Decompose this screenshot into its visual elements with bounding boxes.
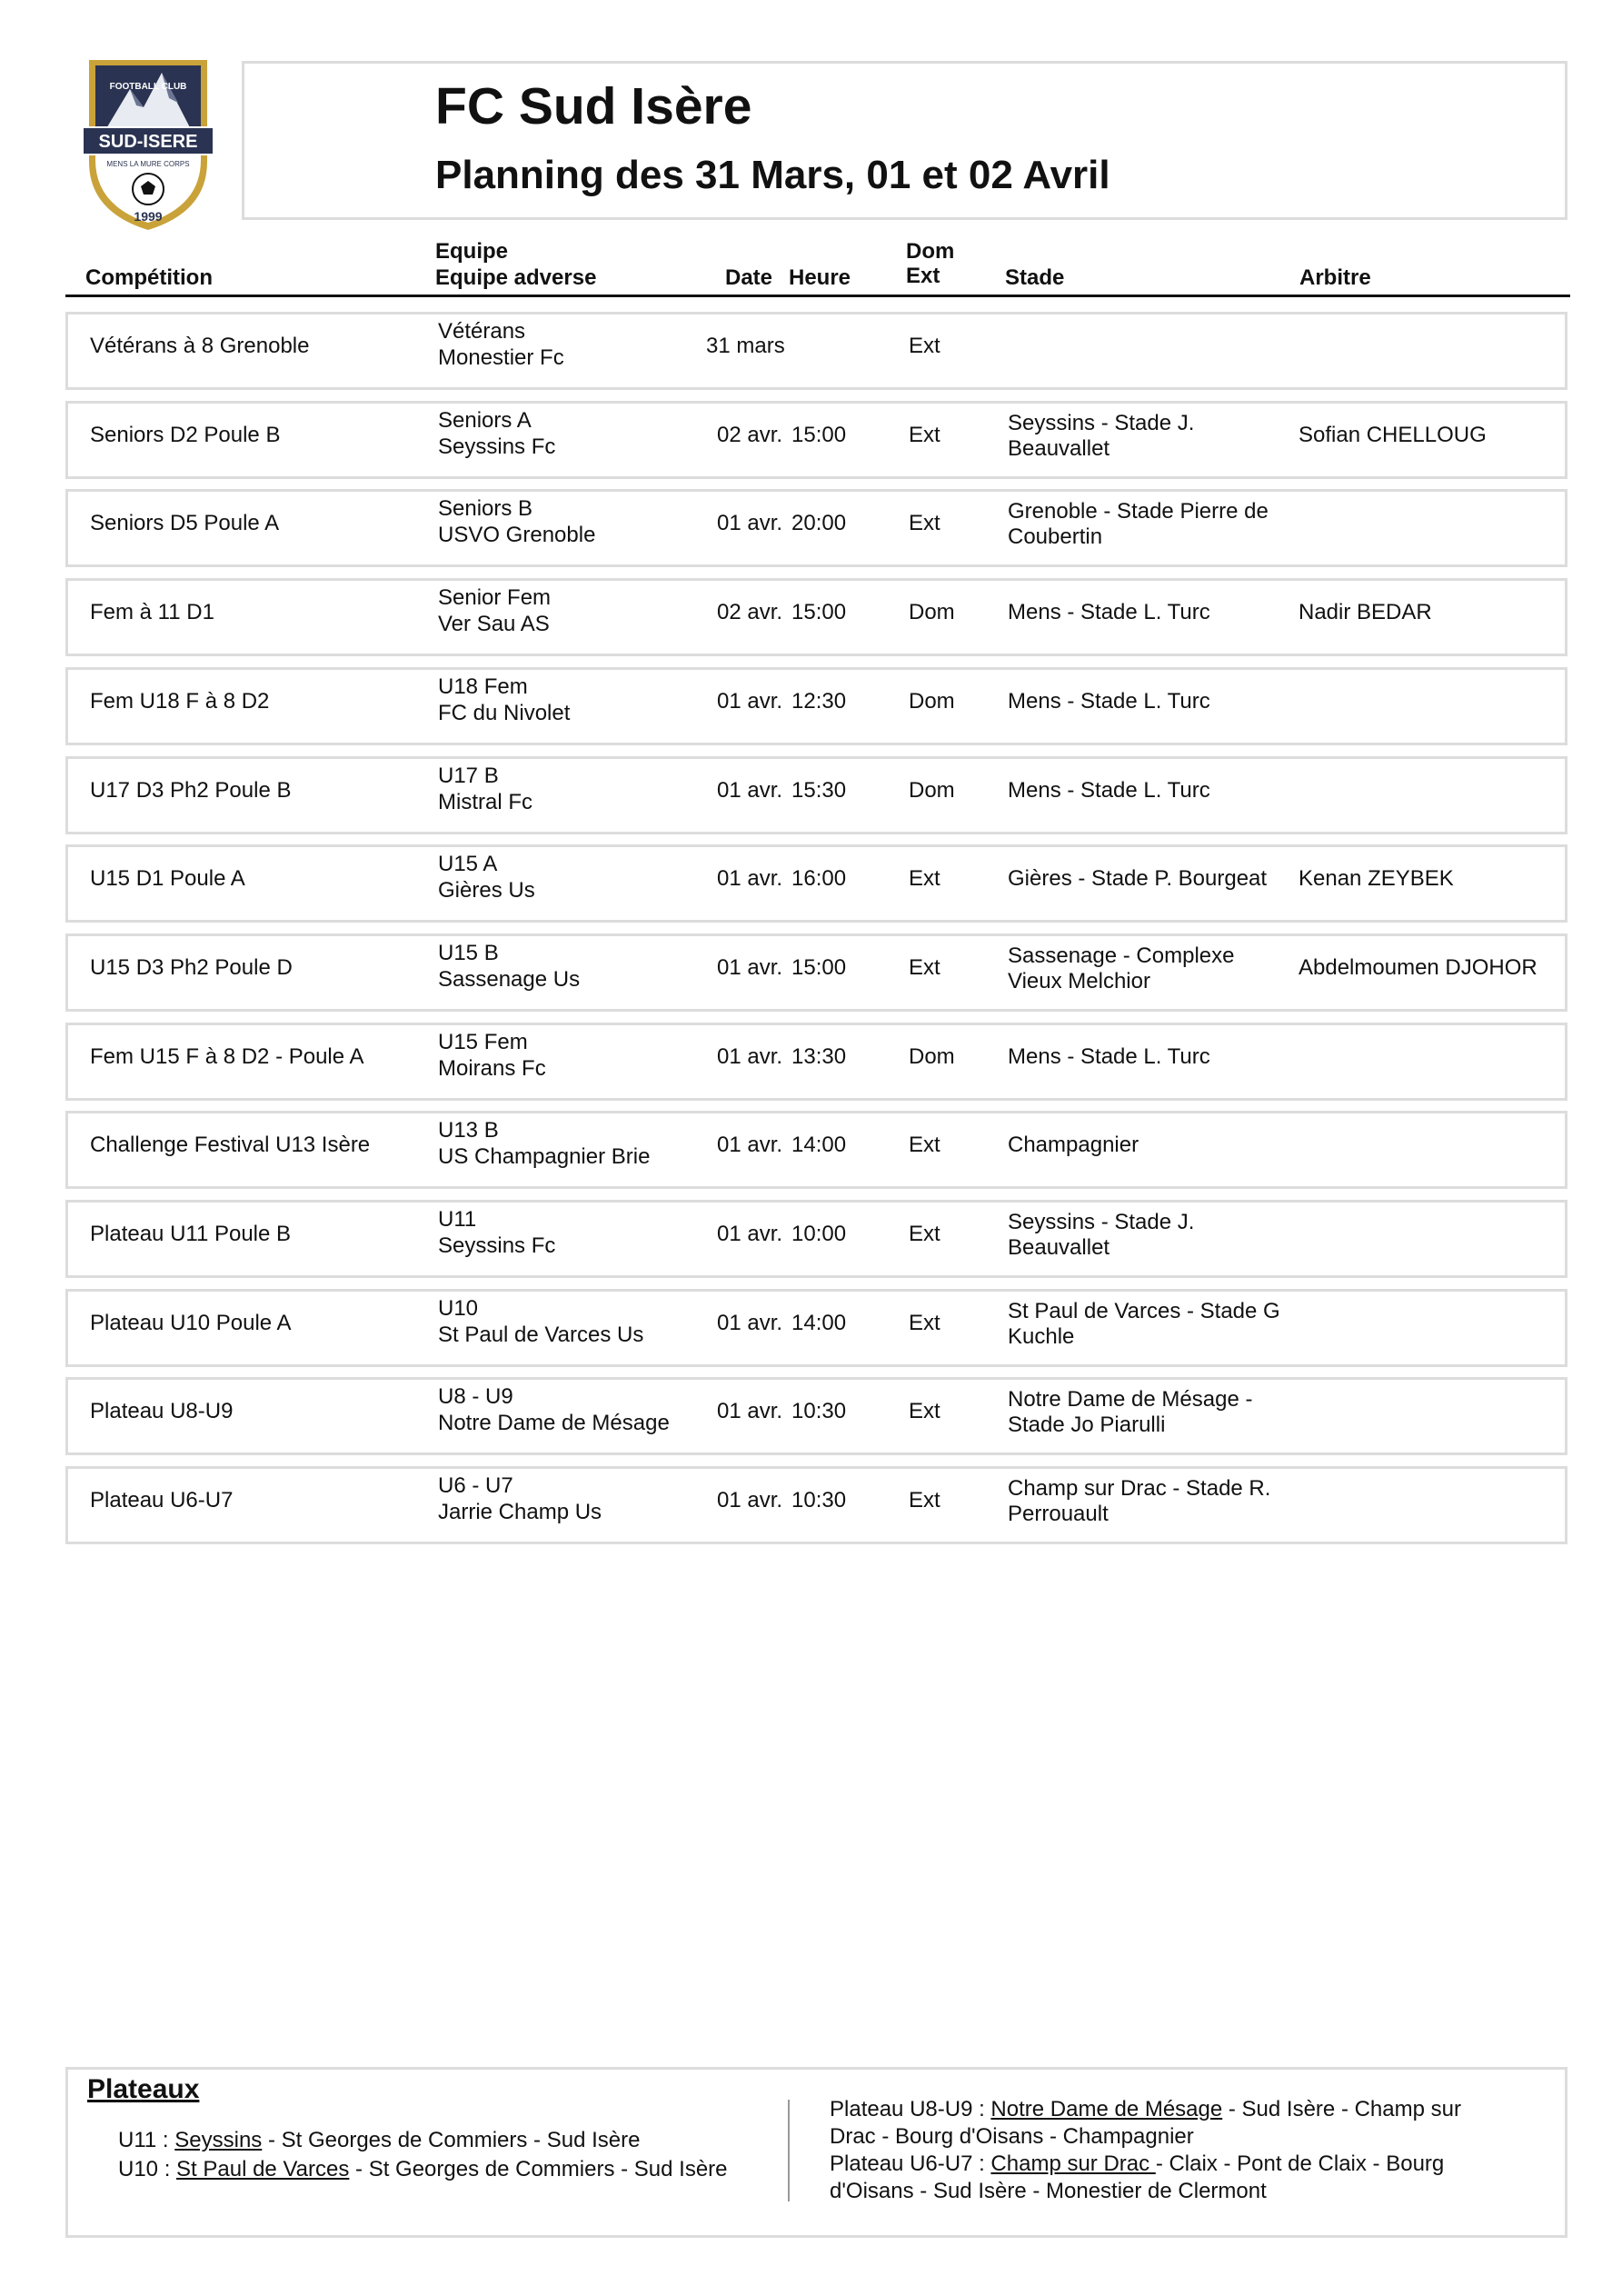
- plateau-u10: U10 : St Paul de Varces - St Georges de Commiers - Sud Isère: [118, 2157, 728, 2181]
- cell-heure: 10:30: [791, 1488, 847, 1512]
- page-title: FC Sud Isère: [435, 77, 752, 135]
- cell-stade: Mens - Stade L. Turc: [1008, 600, 1210, 624]
- cell-date: 01 avr.: [717, 1133, 783, 1157]
- cell-competition: Challenge Festival U13 Isère: [90, 1133, 371, 1157]
- cell-competition: Fem à 11 D1: [90, 600, 214, 624]
- cell-equipe-adverse: St Paul de Varces Us: [438, 1323, 644, 1347]
- table-row: [65, 667, 1567, 745]
- cell-equipe-adverse: Notre Dame de Mésage: [438, 1411, 670, 1435]
- cell-heure: 10:30: [791, 1399, 847, 1423]
- cell-stade: Gières - Stade P. Bourgeat: [1008, 866, 1268, 891]
- plateau-u6-u7-host: Champ sur Drac: [990, 2151, 1156, 2176]
- cell-date: 01 avr.: [717, 1044, 783, 1069]
- table-row: [65, 1377, 1567, 1455]
- cell-dom-ext: Dom: [909, 600, 955, 624]
- cell-stade: Mens - Stade L. Turc: [1008, 778, 1210, 803]
- table-row: [65, 489, 1567, 567]
- cell-equipe-adverse: Seyssins Fc: [438, 434, 556, 459]
- cell-competition: U15 D1 Poule A: [90, 866, 245, 891]
- cell-equipe: U11: [438, 1207, 477, 1232]
- cell-stade: Champ sur Drac - Stade R. Perrouault: [1008, 1476, 1271, 1526]
- cell-dom-ext: Ext: [909, 1133, 940, 1157]
- cell-competition: Fem U15 F à 8 D2 - Poule A: [90, 1044, 364, 1069]
- cell-dom-ext: Dom: [909, 778, 955, 803]
- cell-equipe-adverse: Sassenage Us: [438, 967, 581, 992]
- svg-text:SUD-ISERE: SUD-ISERE: [98, 132, 198, 152]
- table-row: [65, 578, 1567, 656]
- cell-arbitre: Nadir BEDAR: [1299, 600, 1432, 624]
- cell-date: 01 avr.: [717, 1222, 783, 1246]
- cell-dom-ext: Ext: [909, 1311, 940, 1335]
- cell-competition: Plateau U10 Poule A: [90, 1311, 292, 1335]
- cell-competition: U17 D3 Ph2 Poule B: [90, 778, 292, 803]
- cell-equipe: Senior Fem: [438, 585, 552, 610]
- cell-stade: Notre Dame de Mésage - Stade Jo Piarulli: [1008, 1387, 1253, 1437]
- table-row: [65, 1289, 1567, 1367]
- col-header-arbitre: Arbitre: [1299, 265, 1371, 290]
- cell-stade: St Paul de Varces - Stade G Kuchle: [1008, 1299, 1280, 1349]
- cell-equipe: U18 Fem: [438, 674, 528, 699]
- cell-arbitre: Abdelmoumen DJOHOR: [1299, 955, 1537, 980]
- cell-heure: 14:00: [791, 1133, 847, 1157]
- cell-date: 01 avr.: [717, 511, 783, 535]
- cell-stade: Champagnier: [1008, 1133, 1139, 1157]
- cell-equipe-adverse: Seyssins Fc: [438, 1233, 556, 1258]
- cell-equipe-adverse: Jarrie Champ Us: [438, 1500, 602, 1524]
- page-subtitle: Planning des 31 Mars, 01 et 02 Avril: [435, 153, 1110, 197]
- cell-heure: 15:00: [791, 423, 847, 447]
- cell-equipe-adverse: Moirans Fc: [438, 1056, 546, 1081]
- plateaux-title: Plateaux: [87, 2074, 200, 2104]
- plateau-u11: U11 : Seyssins - St Georges de Commiers - Sud Isère: [118, 2128, 641, 2152]
- table-row: [65, 1111, 1567, 1189]
- club-logo: [80, 53, 216, 235]
- table-row: [65, 312, 1567, 390]
- cell-equipe: Seniors B: [438, 496, 533, 521]
- cell-heure: 15:00: [791, 955, 847, 980]
- col-header-dom: Dom: [906, 239, 955, 264]
- table-row: [65, 1023, 1567, 1101]
- cell-equipe: Seniors A: [438, 408, 532, 433]
- cell-equipe: U8 - U9: [438, 1384, 513, 1409]
- cell-stade: Seyssins - Stade J. Beauvallet: [1008, 1210, 1195, 1260]
- cell-competition: U15 D3 Ph2 Poule D: [90, 955, 293, 980]
- cell-equipe-adverse: FC du Nivolet: [438, 701, 571, 725]
- cell-equipe-adverse: Mistral Fc: [438, 790, 532, 814]
- cell-equipe: U15 Fem: [438, 1030, 528, 1054]
- svg-text:1999: 1999: [134, 209, 163, 224]
- table-row: [65, 1200, 1567, 1278]
- cell-date: 01 avr.: [717, 955, 783, 980]
- cell-equipe-adverse: US Champagnier Brie: [438, 1144, 651, 1169]
- cell-dom-ext: Ext: [909, 1222, 940, 1246]
- cell-dom-ext: Ext: [909, 1399, 940, 1423]
- cell-date: 31 mars: [706, 334, 785, 358]
- table-row: [65, 933, 1567, 1012]
- cell-equipe: U15 A: [438, 852, 498, 876]
- cell-date: 01 avr.: [717, 689, 783, 714]
- cell-arbitre: Sofian CHELLOUG: [1299, 423, 1487, 447]
- cell-competition: Seniors D5 Poule A: [90, 511, 280, 535]
- cell-equipe-adverse: Gières Us: [438, 878, 535, 903]
- cell-dom-ext: Ext: [909, 955, 940, 980]
- cell-date: 01 avr.: [717, 778, 783, 803]
- table-row: [65, 844, 1567, 923]
- cell-stade: Mens - Stade L. Turc: [1008, 689, 1210, 714]
- col-header-ext: Ext: [906, 264, 940, 288]
- cell-equipe: Vétérans: [438, 319, 526, 344]
- cell-date: 01 avr.: [717, 1399, 783, 1423]
- cell-equipe: U15 B: [438, 941, 499, 965]
- cell-date: 01 avr.: [717, 1311, 783, 1335]
- plateau-u8-u9: Plateau U8-U9 : Notre Dame de Mésage - Sud Isère - Champ sur Drac - Bourg d'Oisans - Champagnier: [830, 2097, 1461, 2149]
- cell-competition: Vétérans à 8 Grenoble: [90, 334, 310, 358]
- cell-dom-ext: Ext: [909, 334, 940, 358]
- plateau-u11-host: Seyssins: [174, 2128, 263, 2152]
- col-header-competition: Compétition: [85, 265, 213, 290]
- table-row: [65, 756, 1567, 834]
- cell-dom-ext: Ext: [909, 511, 940, 535]
- cell-competition: Fem U18 F à 8 D2: [90, 689, 270, 714]
- plateau-u10-host: St Paul de Varces: [176, 2157, 350, 2181]
- cell-competition: Plateau U11 Poule B: [90, 1222, 292, 1246]
- cell-date: 01 avr.: [717, 1488, 783, 1512]
- cell-heure: 15:00: [791, 600, 847, 624]
- cell-heure: 14:00: [791, 1311, 847, 1335]
- cell-equipe: U13 B: [438, 1118, 499, 1143]
- cell-stade: Mens - Stade L. Turc: [1008, 1044, 1210, 1069]
- plateau-u8-u9-host: Notre Dame de Mésage: [990, 2097, 1223, 2121]
- header-divider: [65, 294, 1570, 297]
- cell-heure: 12:30: [791, 689, 847, 714]
- col-header-date: Date: [725, 265, 773, 290]
- cell-dom-ext: Dom: [909, 689, 955, 714]
- cell-stade: Grenoble - Stade Pierre de Coubertin: [1008, 499, 1269, 549]
- cell-heure: 15:30: [791, 778, 847, 803]
- plateaux-divider: [788, 2100, 790, 2201]
- plateau-u6-u7: Plateau U6-U7 : Champ sur Drac - Claix - Pont de Claix - Bourg d'Oisans - Sud Isère - Monestier de Clermont: [830, 2151, 1445, 2203]
- cell-heure: 13:30: [791, 1044, 847, 1069]
- cell-arbitre: Kenan ZEYBEK: [1299, 866, 1454, 891]
- cell-dom-ext: Ext: [909, 866, 940, 891]
- table-row: [65, 401, 1567, 479]
- cell-equipe: U6 - U7: [438, 1473, 513, 1498]
- cell-equipe-adverse: Ver Sau AS: [438, 612, 550, 636]
- svg-text:MENS LA MURE CORPS: MENS LA MURE CORPS: [106, 160, 190, 168]
- cell-competition: Plateau U8-U9: [90, 1399, 234, 1423]
- col-header-stade: Stade: [1005, 265, 1065, 290]
- col-header-equipe: Equipe: [435, 239, 509, 264]
- cell-equipe-adverse: USVO Grenoble: [438, 523, 596, 547]
- cell-dom-ext: Ext: [909, 423, 940, 447]
- col-header-equipe-adverse: Equipe adverse: [435, 265, 597, 290]
- cell-date: 02 avr.: [717, 423, 783, 447]
- col-header-heure: Heure: [789, 265, 851, 290]
- cell-equipe: U10: [438, 1296, 479, 1321]
- cell-heure: 10:00: [791, 1222, 847, 1246]
- cell-dom-ext: Ext: [909, 1488, 940, 1512]
- cell-date: 02 avr.: [717, 600, 783, 624]
- cell-stade: Sassenage - Complexe Vieux Melchior: [1008, 943, 1235, 993]
- cell-heure: 20:00: [791, 511, 847, 535]
- cell-heure: 16:00: [791, 866, 847, 891]
- svg-text:FOOTBALL CLUB: FOOTBALL CLUB: [109, 82, 187, 92]
- cell-competition: Seniors D2 Poule B: [90, 423, 281, 447]
- cell-equipe: U17 B: [438, 764, 499, 788]
- cell-equipe-adverse: Monestier Fc: [438, 345, 564, 370]
- table-row: [65, 1466, 1567, 1544]
- cell-dom-ext: Dom: [909, 1044, 955, 1069]
- cell-competition: Plateau U6-U7: [90, 1488, 234, 1512]
- cell-date: 01 avr.: [717, 866, 783, 891]
- cell-stade: Seyssins - Stade J. Beauvallet: [1008, 411, 1195, 461]
